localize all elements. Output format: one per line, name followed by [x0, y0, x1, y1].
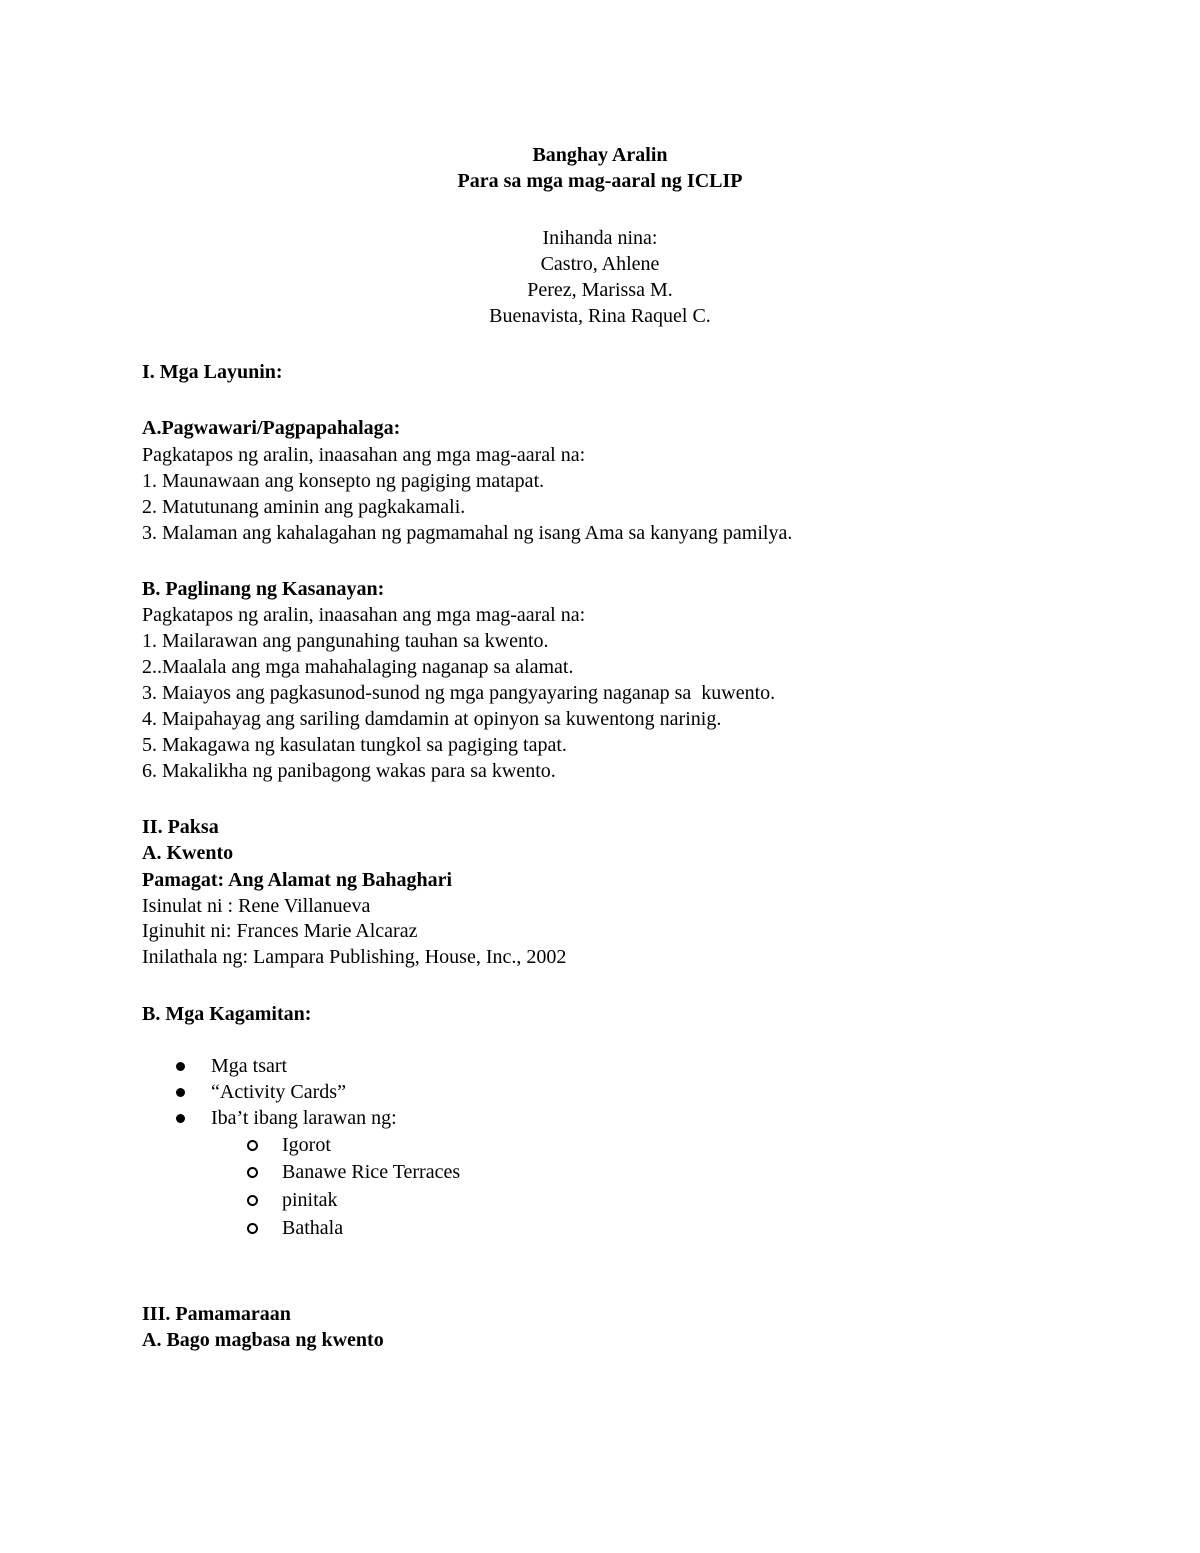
list-item: 4. Maipahayag ang sariling damdamin at opinyon sa kuwentong narinig. [142, 708, 722, 730]
list-item: 1. Mailarawan ang pangunahing tauhan sa kwento. [142, 630, 549, 652]
sub-list-item: Igorot [282, 1134, 331, 1156]
list-item: “Activity Cards” [211, 1081, 346, 1103]
list-item: 5. Makagawa ng kasulatan tungkol sa pagiging tapat. [142, 734, 567, 756]
subsection-heading: B. Mga Kagamitan: [142, 1003, 312, 1025]
list-item: 2..Maalala ang mga mahahalaging naganap sa alamat. [142, 656, 574, 678]
author-name: Castro, Ahlene [540, 253, 660, 275]
list-item: 2. Matutunang aminin ang pagkakamali. [142, 496, 466, 518]
sub-list-item: pinitak [282, 1189, 338, 1211]
story-detail: Isinulat ni : Rene Villanueva [142, 895, 371, 917]
story-title: Pamagat: Ang Alamat ng Bahaghari [142, 869, 453, 891]
author-name: Perez, Marissa M. [527, 279, 673, 301]
bullet-icon [176, 1114, 185, 1123]
section-heading: III. Pamamaraan [142, 1303, 291, 1325]
list-item: 6. Makalikha ng panibagong wakas para sa kwento. [142, 760, 556, 782]
story-detail: Iginuhit ni: Frances Marie Alcaraz [142, 920, 418, 942]
subsection-heading: B. Paglinang ng Kasanayan: [142, 578, 385, 600]
section-heading: II. Paksa [142, 816, 219, 838]
bullet-icon [176, 1062, 185, 1071]
list-item: 3. Maiayos ang pagkasunod-sunod ng mga pangyayaring naganap sa kuwento. [142, 682, 776, 704]
circle-bullet-icon [247, 1195, 258, 1206]
subsection-heading: A. Bago magbasa ng kwento [142, 1329, 384, 1351]
intro-text: Pagkatapos ng aralin, inaasahan ang mga mag-aaral na: [142, 604, 586, 626]
document-subtitle: Para sa mga mag-aaral ng ICLIP [457, 170, 743, 192]
subsection-heading: A.Pagwawari/Pagpapahalaga: [142, 417, 401, 439]
prepared-by-label: Inihanda nina: [542, 227, 658, 249]
intro-text: Pagkatapos ng aralin, inaasahan ang mga mag-aaral na: [142, 444, 586, 466]
circle-bullet-icon [247, 1140, 258, 1151]
document-title: Banghay Aralin [532, 144, 668, 166]
sub-list-item: Bathala [282, 1217, 344, 1239]
list-item: 3. Malaman ang kahalagahan ng pagmamahal ng isang Ama sa kanyang pamilya. [142, 522, 793, 544]
story-detail: Inilathala ng: Lampara Publishing, House, Inc., 2002 [142, 946, 567, 968]
subsection-heading: A. Kwento [142, 842, 234, 864]
author-name: Buenavista, Rina Raquel C. [489, 305, 711, 327]
circle-bullet-icon [247, 1167, 258, 1178]
circle-bullet-icon [247, 1223, 258, 1234]
list-item: 1. Maunawaan ang konsepto ng pagiging matapat. [142, 470, 545, 492]
list-item: Mga tsart [211, 1055, 288, 1077]
sub-list-item: Banawe Rice Terraces [282, 1161, 461, 1183]
section-heading: I. Mga Layunin: [142, 361, 283, 383]
list-item: Iba’t ibang larawan ng: [211, 1107, 397, 1129]
bullet-icon [176, 1088, 185, 1097]
